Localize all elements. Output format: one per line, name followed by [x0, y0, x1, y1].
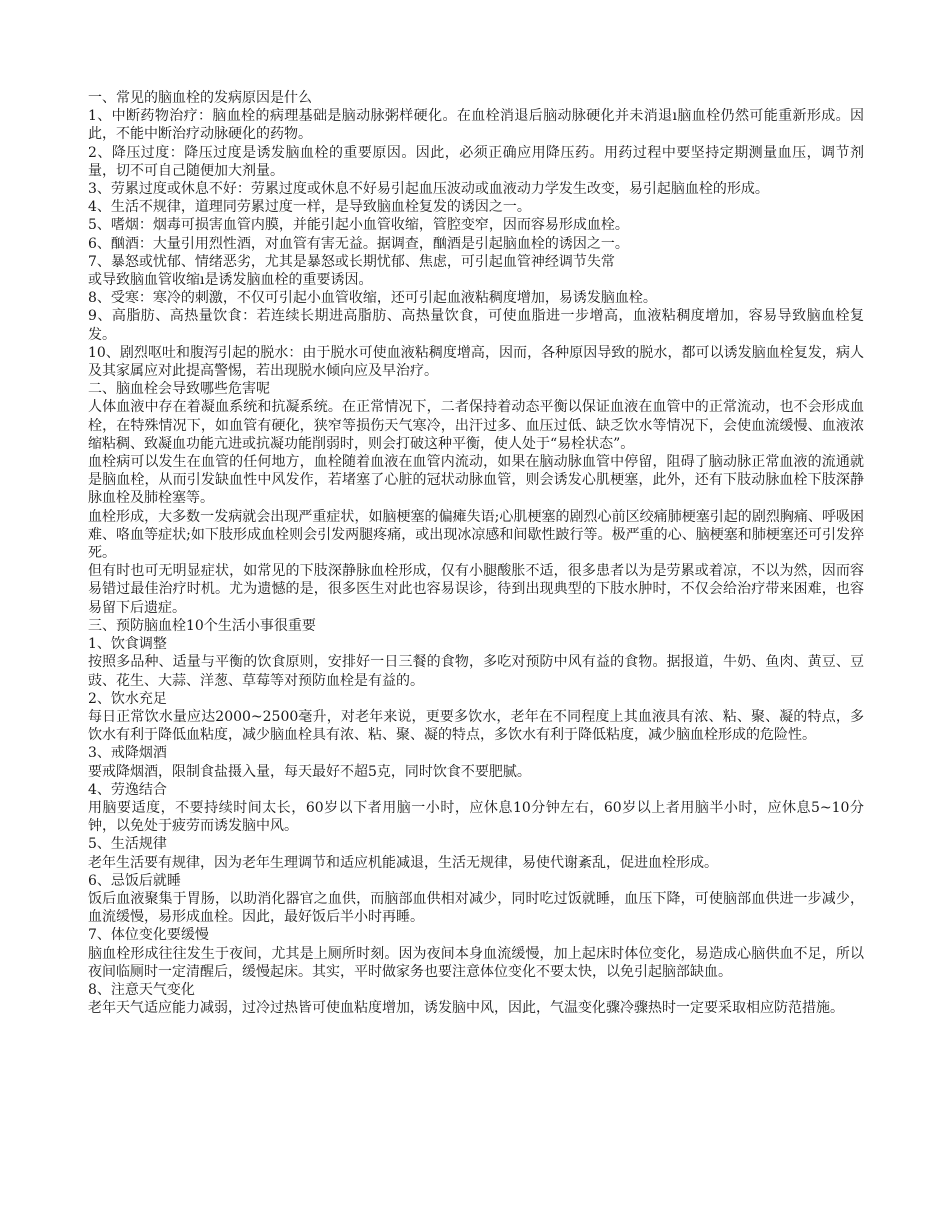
harms-paragraph-3: 血栓形成，大多数一发病就会出现严重症状，如脑梗塞的偏瘫失语;心肌梗塞的剧烈心前区绞痛肺梗塞引起的剧烈胸痛、呼吸困难、咯血等症状;如下肢形成血栓则会引发两腿疼痛，或出现冰凉感和间歇性跛行等。极严重的心、脑梗塞和肺梗塞还可引发猝死。	[88, 508, 864, 562]
cause-item-8: 8、受寒：寒冷的刺激，不仅可引起小血管收缩，还可引起血液粘稠度增加，易诱发脑血栓。	[88, 290, 657, 307]
prevention-title-5: 5、生活规律	[88, 836, 167, 853]
prevention-title-4: 4、劳逸结合	[88, 781, 167, 798]
cause-item-3: 3、劳累过度或休息不好：劳累过度或休息不好易引起血压波动或血液动力学发生改变，易引起脑血栓的形成。	[88, 181, 769, 198]
document-body	[88, 89, 864, 1017]
cause-item-1: 1、中断药物治疗：脑血栓的病理基础是脑动脉粥样硬化。在血栓消退后脑动脉硬化并未消退ı脑血栓仍然可能重新形成。因此，不能中断治疗动脉硬化的药物。	[88, 108, 864, 143]
prevention-title-1: 1、饮食调整	[88, 636, 167, 653]
cause-item-7: 7、暴怒或忧郁、情绪恶劣，尤其是暴怒或长期忧郁、焦虑，可引起血管神经调节失常	[88, 253, 615, 270]
cause-item-9: 9、高脂肪、高热量饮食：若连续长期进高脂肪、高热量饮食，可使血脂进一步增高，血液粘稠度增加，容易导致脑血栓复发。	[88, 308, 864, 343]
harms-paragraph-4: 但有时也可无明显症状，如常见的下肢深静脉血栓形成，仅有小腿酸胀不适，很多患者以为是劳累或着凉，不以为然，因而容易错过最佳治疗时机。尤为遗憾的是，很多医生对此也容易误诊，待到出现典型的下肢水肿时，不仅会给治疗带来困难，也容易留下后遗症。	[88, 563, 864, 616]
cause-item-5: 5、嗜烟：烟毒可损害血管内膜，并能引起小血管收缩，管腔变窄，因而容易形成血栓。	[88, 217, 629, 234]
prevention-title-6: 6、忌饭后就睡	[88, 872, 181, 889]
cause-item-10: 10、剧烈呕吐和腹泻引起的脱水：由于脱水可使血液粘稠度增高，因而，各种原因导致的脱水，都可以诱发脑血栓复发，病人及其家属应对此提高警惕，若出现脱水倾向应及早治疗。	[88, 344, 864, 380]
prevention-text-3: 要戒降烟酒，限制食盐摄入量，每天最好不超5克，同时饮食不要肥腻。	[88, 763, 531, 780]
cause-item-4: 4、生活不规律，道理同劳累过度一样，是导致脑血栓复发的诱因之一。	[88, 199, 531, 216]
prevention-text-6: 饭后血液聚集于胃肠，以助消化器官之血供，而脑部血供相对减少，同时吃过饭就睡，血压下降，可使脑部血供进一步减少，血流缓慢，易形成血栓。因此，最好饭后半小时再睡。	[88, 890, 864, 926]
harms-paragraph-2: 血栓病可以发生在血管的任何地方，血栓随着血液在血管内流动，如果在脑动脉血管中停留，阻碍了脑动脉正常血液的流通就是脑血栓，从而引发缺血性中风发作，若堵塞了心脏的冠状动脉血管，则会诱发心肌梗塞，此外，还有下肢动脉血栓下肢深静脉血栓及肺栓塞等。	[88, 454, 864, 507]
prevention-text-1: 按照多品种、适量与平衡的饮食原则，安排好一日三餐的食物，多吃对预防中风有益的食物。据报道，牛奶、鱼肉、黄豆、豆豉、花生、大蒜、洋葱、草莓等对预防血栓是有益的。	[88, 654, 864, 689]
cause-item-6: 6、酗酒：大量引用烈性酒，对血管有害无益。据调查，酗酒是引起脑血栓的诱因之一。	[88, 235, 629, 252]
harms-paragraph-1: 人体血液中存在着凝血系统和抗凝系统。在正常情况下，二者保持着动态平衡以保证血液在血管中的正常流动，也不会形成血栓，在特殊情况下，如血管有硬化，狭窄等损伤天气寒冷，出汗过多、血压过低、缺乏饮水等情况下，会使血流缓慢、血液浓缩粘稠、致凝血功能亢进或抗凝功能削弱时，则会打破这种平衡，使人处于“易栓状态”。	[88, 399, 864, 452]
prevention-text-4: 用脑要适度，不要持续时间太长，60岁以下者用脑一小时，应休息10分钟左右，60岁以上者用脑半小时，应休息5~10分钟，以免处于疲劳而诱发脑中风。	[88, 799, 864, 835]
prevention-text-5: 老年生活要有规律，因为老年生理调节和适应机能减退，生活无规律，易使代谢紊乱，促进血栓形成。	[88, 854, 718, 871]
prevention-title-8: 8、注意天气变化	[88, 981, 195, 998]
prevention-text-8: 老年天气适应能力减弱，过冷过热皆可使血粘度增加，诱发脑中风，因此，气温变化骤冷骤热时一定要采取相应防范措施。	[88, 1000, 844, 1017]
section-heading-prevention: 三、预防脑血栓10个生活小事很重要	[88, 617, 316, 634]
prevention-title-3: 3、戒降烟酒	[88, 745, 167, 762]
prevention-title-7: 7、体位变化要缓慢	[88, 927, 209, 944]
prevention-text-2: 每日正常饮水量应达2000~2500毫升，对老年来说，更要多饮水，老年在不同程度上其血液具有浓、粘、聚、凝的特点，多饮水有利于降低血粘度，减少脑血栓具有浓、粘、聚、凝的特点，多饮水有利于降低粘度，减少脑血栓形成的危险性。	[88, 708, 864, 744]
section-heading-causes: 一、常见的脑血栓的发病原因是什么	[88, 90, 312, 106]
cause-item-2: 2、降压过度：降压过度是诱发脑血栓的重要原因。因此，必须正确应用降压药。用药过程中要坚持定期测量血压，调节剂量，切不可自己随便加大剂量。	[88, 144, 864, 179]
cause-item-7-continued: 或导致脑血管收缩ı是诱发脑血栓的重要诱因。	[88, 272, 373, 289]
prevention-text-7: 脑血栓形成往往发生于夜间，尤其是上厕所时刻。因为夜间本身血流缓慢，加上起床时体位变化，易造成心脑供血不足，所以夜间临厕时一定清醒后，缓慢起床。其实，平时做家务也要注意体位变化不要太快，以免引起脑部缺血。	[88, 945, 864, 980]
section-heading-harms: 二、脑血栓会导致哪些危害呢	[88, 381, 270, 398]
prevention-title-2: 2、饮水充足	[88, 690, 167, 707]
